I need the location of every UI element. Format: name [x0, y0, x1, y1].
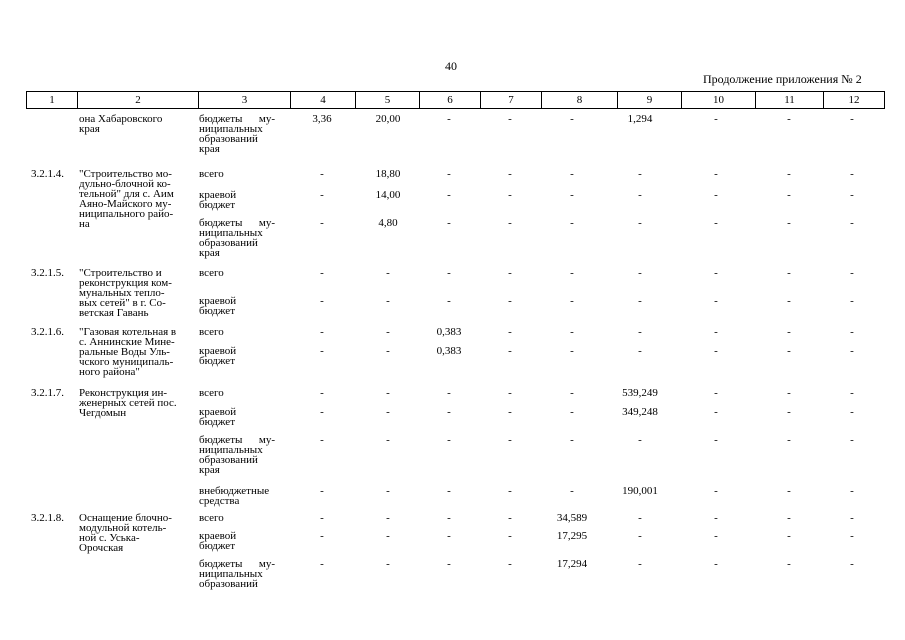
value-cell: -	[320, 345, 324, 357]
value-cell: 1,294	[627, 113, 653, 125]
value-cell: -	[386, 406, 390, 418]
row-name-line: ральные Воды Уль-	[79, 346, 170, 358]
value-cell: -	[850, 387, 854, 399]
value-cell: -	[508, 168, 512, 180]
row-name-line: реконструкция ком-	[79, 277, 172, 289]
value-cell: -	[787, 558, 791, 570]
value-cell: 18,80	[375, 168, 401, 180]
row-name-line: мунальных тепло-	[79, 287, 165, 299]
value-cell: -	[570, 267, 574, 279]
funding-source-line: краевой	[199, 406, 237, 418]
value-cell: -	[787, 530, 791, 542]
value-cell: 20,00	[375, 113, 401, 125]
value-cell: -	[386, 295, 390, 307]
value-cell: -	[714, 558, 718, 570]
value-cell: -	[850, 113, 854, 125]
value-cell: -	[508, 326, 512, 338]
value-cell: -	[714, 345, 718, 357]
value-cell: 539,249	[622, 387, 658, 399]
funding-source-line: краевой	[199, 530, 237, 542]
value-cell: -	[570, 113, 574, 125]
value-cell: -	[638, 512, 642, 524]
row-name-line: ветская Гавань	[79, 307, 149, 319]
value-cell: -	[386, 512, 390, 524]
funding-source-line: бюджет	[199, 540, 235, 552]
value-cell: -	[508, 295, 512, 307]
row-name-line: тельной" для с. Аим	[79, 188, 174, 200]
value-cell: -	[714, 295, 718, 307]
funding-source-line: образований	[199, 454, 258, 466]
funding-source-line: всего	[199, 267, 224, 279]
value-cell: -	[850, 485, 854, 497]
value-cell: -	[320, 530, 324, 542]
value-cell: 349,248	[622, 406, 658, 418]
value-cell: -	[850, 530, 854, 542]
value-cell: -	[787, 168, 791, 180]
row-number: 3.2.1.8.	[31, 512, 64, 524]
row-name-line: вых сетей" в г. Со-	[79, 297, 166, 309]
value-cell: 4,80	[378, 217, 398, 229]
value-cell: -	[850, 326, 854, 338]
row-number: 3.2.1.4.	[31, 168, 64, 180]
column-header-10: 10	[682, 92, 756, 109]
value-cell: -	[850, 267, 854, 279]
value-cell: -	[570, 406, 574, 418]
value-cell: 17,294	[556, 558, 588, 570]
row-name-line: дульно-блочной ко-	[79, 178, 171, 190]
funding-source-line: образований	[199, 133, 258, 145]
value-cell: -	[714, 168, 718, 180]
value-cell: -	[714, 485, 718, 497]
value-cell: -	[787, 189, 791, 201]
value-cell: -	[447, 512, 451, 524]
value-cell: -	[714, 326, 718, 338]
value-cell: -	[320, 326, 324, 338]
row-number: 3.2.1.6.	[31, 326, 64, 338]
funding-source-line: ниципальных	[199, 568, 263, 580]
column-header-2: 2	[78, 92, 199, 109]
row-name-line: Аяно-Майского му-	[79, 198, 172, 210]
value-cell: -	[570, 217, 574, 229]
value-cell: -	[850, 512, 854, 524]
value-cell: 190,001	[622, 485, 658, 497]
value-cell: 0,383	[436, 345, 462, 357]
value-cell: -	[638, 168, 642, 180]
funding-source-line: бюджеты му-	[199, 558, 276, 570]
value-cell: -	[714, 512, 718, 524]
row-name-line: ной с. Уська-	[79, 532, 140, 544]
row-name-line: она Хабаровского	[79, 113, 163, 125]
value-cell: -	[638, 295, 642, 307]
value-cell: -	[386, 485, 390, 497]
page-number: 40	[445, 59, 457, 73]
funding-source-line: ниципальных	[199, 227, 263, 239]
value-cell: -	[787, 434, 791, 446]
funding-source-line: всего	[199, 512, 224, 524]
value-cell: -	[386, 267, 390, 279]
funding-source-line: ниципальных	[199, 123, 263, 135]
funding-source-line: краевой	[199, 295, 237, 307]
value-cell: -	[787, 267, 791, 279]
value-cell: -	[638, 530, 642, 542]
value-cell: -	[320, 512, 324, 524]
value-cell: -	[714, 113, 718, 125]
funding-source-line: краевой	[199, 345, 237, 357]
funding-source-line: бюджеты му-	[199, 217, 276, 229]
value-cell: -	[386, 558, 390, 570]
funding-source-line: внебюджетные	[199, 485, 270, 497]
value-cell: -	[570, 434, 574, 446]
value-cell: -	[714, 406, 718, 418]
value-cell: -	[386, 530, 390, 542]
column-header-8: 8	[542, 92, 618, 109]
row-name-line: Орочская	[79, 542, 124, 554]
funding-source-line: ниципальных	[199, 444, 263, 456]
value-cell: -	[787, 345, 791, 357]
value-cell: -	[320, 485, 324, 497]
value-cell: -	[320, 217, 324, 229]
funding-source-line: краевой	[199, 189, 237, 201]
funding-source-line: средства	[199, 495, 240, 507]
value-cell: -	[850, 406, 854, 418]
value-cell: -	[447, 485, 451, 497]
value-cell: -	[787, 485, 791, 497]
value-cell: -	[570, 345, 574, 357]
value-cell: -	[850, 345, 854, 357]
value-cell: -	[714, 387, 718, 399]
funding-source-line: края	[199, 464, 220, 476]
value-cell: -	[570, 387, 574, 399]
value-cell: -	[787, 295, 791, 307]
funding-source-line: бюджеты му-	[199, 434, 276, 446]
value-cell: -	[570, 295, 574, 307]
value-cell: -	[320, 406, 324, 418]
value-cell: -	[850, 168, 854, 180]
value-cell: -	[638, 434, 642, 446]
funding-source-line: бюджет	[199, 416, 235, 428]
value-cell: -	[447, 558, 451, 570]
row-name-line: ного района"	[79, 366, 140, 378]
column-header-12: 12	[824, 92, 885, 109]
value-cell: 17,295	[556, 530, 588, 542]
column-header-6: 6	[420, 92, 481, 109]
value-cell: -	[508, 530, 512, 542]
funding-source-line: бюджет	[199, 355, 235, 367]
value-cell: -	[386, 326, 390, 338]
value-cell: -	[714, 434, 718, 446]
value-cell: -	[447, 406, 451, 418]
value-cell: -	[320, 189, 324, 201]
funding-source-line: всего	[199, 168, 224, 180]
row-name-line: с. Аннинские Мине-	[79, 336, 175, 348]
continuation-label: Продолжение приложения № 2	[703, 72, 862, 86]
value-cell: -	[850, 189, 854, 201]
value-cell: -	[638, 267, 642, 279]
value-cell: -	[320, 267, 324, 279]
row-name-line: "Строительство и	[79, 267, 162, 279]
value-cell: -	[320, 387, 324, 399]
row-name-line: на	[79, 218, 90, 230]
value-cell: -	[508, 113, 512, 125]
column-header-11: 11	[756, 92, 824, 109]
value-cell: -	[508, 434, 512, 446]
value-cell: -	[508, 512, 512, 524]
value-cell: -	[850, 295, 854, 307]
value-cell: -	[508, 217, 512, 229]
column-header-1: 1	[27, 92, 78, 109]
value-cell: -	[570, 485, 574, 497]
row-name-line: ниципального райо-	[79, 208, 174, 220]
value-cell: -	[850, 434, 854, 446]
value-cell: -	[320, 168, 324, 180]
column-header-row	[26, 91, 885, 109]
value-cell: -	[447, 189, 451, 201]
value-cell: -	[638, 345, 642, 357]
value-cell: -	[447, 267, 451, 279]
row-number: 3.2.1.7.	[31, 387, 64, 399]
value-cell: -	[714, 267, 718, 279]
value-cell: -	[508, 485, 512, 497]
value-cell: -	[714, 530, 718, 542]
funding-source-line: бюджет	[199, 199, 235, 211]
value-cell: -	[787, 217, 791, 229]
value-cell: -	[386, 387, 390, 399]
value-cell: -	[787, 512, 791, 524]
value-cell: -	[320, 295, 324, 307]
value-cell: -	[508, 267, 512, 279]
value-cell: -	[508, 406, 512, 418]
funding-source-line: бюджеты му-	[199, 113, 276, 125]
value-cell: -	[787, 326, 791, 338]
column-header-3: 3	[199, 92, 291, 109]
value-cell: -	[850, 217, 854, 229]
value-cell: -	[787, 387, 791, 399]
value-cell: -	[787, 113, 791, 125]
row-name-line: "Строительство мо-	[79, 168, 172, 180]
row-name-line: Реконструкция ин-	[79, 387, 168, 399]
value-cell: -	[447, 387, 451, 399]
value-cell: -	[320, 434, 324, 446]
value-cell: -	[570, 326, 574, 338]
funding-source-line: края	[199, 247, 220, 259]
value-cell: 0,383	[436, 326, 462, 338]
value-cell: -	[508, 558, 512, 570]
value-cell: 3,36	[312, 113, 332, 125]
value-cell: -	[447, 168, 451, 180]
value-cell: 34,589	[556, 512, 588, 524]
funding-source-line: всего	[199, 326, 224, 338]
value-cell: -	[447, 530, 451, 542]
value-cell: 14,00	[375, 189, 401, 201]
value-cell: -	[714, 217, 718, 229]
column-header-7: 7	[481, 92, 542, 109]
column-header-4: 4	[291, 92, 356, 109]
value-cell: -	[570, 168, 574, 180]
row-name-line: чского муниципаль-	[79, 356, 174, 368]
value-cell: -	[508, 387, 512, 399]
value-cell: -	[714, 189, 718, 201]
row-name-line: Чегдомын	[79, 407, 127, 419]
funding-source-line: образований	[199, 237, 258, 249]
row-name-line: "Газовая котельная в	[79, 326, 177, 338]
funding-source-line: образований	[199, 578, 258, 590]
column-header-5: 5	[356, 92, 420, 109]
value-cell: -	[447, 113, 451, 125]
value-cell: -	[447, 434, 451, 446]
row-name-line: Оснащение блочно-	[79, 512, 172, 524]
row-name-line: модульной котель-	[79, 522, 167, 534]
funding-source-line: края	[199, 143, 220, 155]
value-cell: -	[787, 406, 791, 418]
value-cell: -	[638, 326, 642, 338]
value-cell: -	[638, 217, 642, 229]
row-name-line: края	[79, 123, 100, 135]
value-cell: -	[447, 295, 451, 307]
value-cell: -	[638, 558, 642, 570]
funding-source-line: всего	[199, 387, 224, 399]
value-cell: -	[447, 217, 451, 229]
value-cell: -	[508, 189, 512, 201]
value-cell: -	[386, 345, 390, 357]
value-cell: -	[638, 189, 642, 201]
value-cell: -	[570, 189, 574, 201]
row-number: 3.2.1.5.	[31, 267, 64, 279]
value-cell: -	[850, 558, 854, 570]
value-cell: -	[508, 345, 512, 357]
column-header-9: 9	[618, 92, 682, 109]
row-name-line: женерных сетей пос.	[79, 397, 177, 409]
value-cell: -	[386, 434, 390, 446]
value-cell: -	[320, 558, 324, 570]
funding-source-line: бюджет	[199, 305, 235, 317]
